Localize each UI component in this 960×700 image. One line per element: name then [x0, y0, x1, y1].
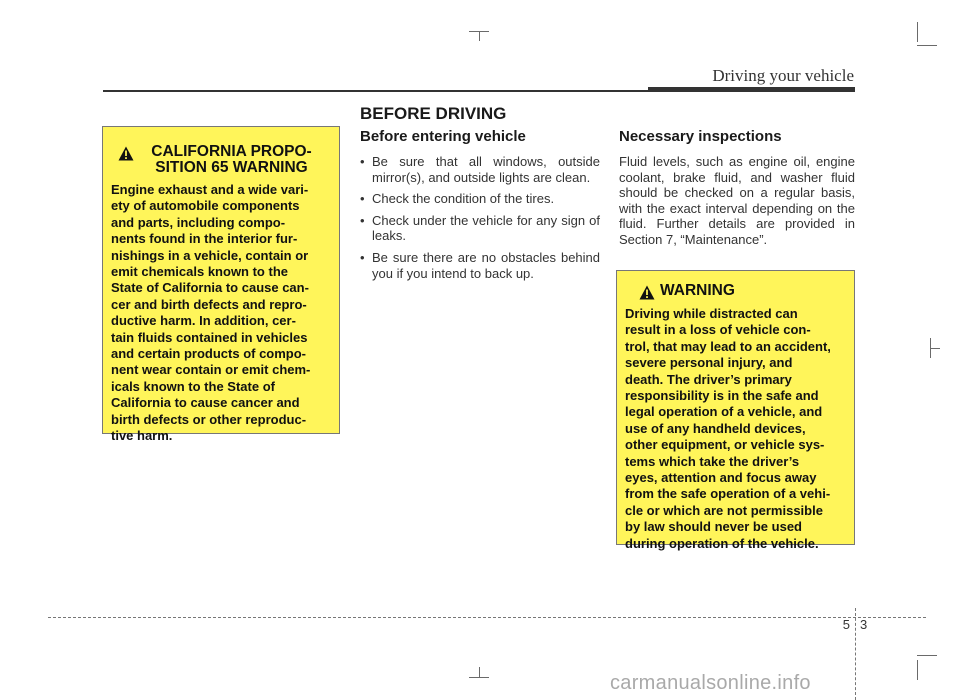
crop-mark: [917, 45, 937, 46]
footer-vertical-divider: [855, 608, 856, 700]
list-item: • Check the condition of the tires.: [360, 191, 600, 207]
warning-text: Driving while distracted can result in a loss of vehicle con- trol, that may lead to an accident, severe personal injury, and death. The driver’s primary responsibility is in the safe and legal operation of a vehicle, and use of any handheld devices, other equipment, or vehicle sys- tems which take the driver’s eyes, attention and focus away from the safe operation of a vehi- cle or which are not permissible by law should never be used during operation of the vehicle.: [625, 306, 831, 551]
california-warning-box: [102, 126, 340, 444]
list-item: • Be sure there are no obstacles behind you if you intend to back up.: [360, 250, 600, 281]
crop-mark: [917, 655, 937, 656]
california-warning-title: CALIFORNIA PROPO- SITION 65 WARNING: [151, 143, 312, 176]
before-entering-section: [360, 128, 600, 287]
warning-triangle-icon: [639, 285, 655, 300]
before-entering-list: [360, 154, 600, 281]
california-warning-text: Engine exhaust and a wide vari- ety of automobile components and parts, including compo- nents found in the interior fur- nishings in a vehicle, contain or emit chemicals known to the State of California to cause can- cer and birth defects and repro- ductive harm. In addition, cer- tain fluids contained in vehicles and certain products of compo- nent wear contain or emit chem- icals known to the State of California to cause cancer and birth defects or other reproduc- tive harm.: [111, 182, 311, 444]
crop-mark: [479, 31, 480, 41]
inspections-text: Fluid levels, such as engine oil, engine coolant, brake fluid, and washer fluid should be checked on a regular basis, with the exact interval depending on the fluid. Further details are provided in Section 7, “Maintenance”.: [619, 154, 855, 247]
watermark: carmanualsonline.info: [610, 672, 811, 694]
chapter-number: 5: [842, 617, 850, 632]
inspections-section: [619, 128, 855, 248]
header-rule-thick: [648, 87, 855, 92]
warning-header: [625, 283, 846, 300]
list-item: • Be sure that all windows, outside mirror(s), and outside lights are clean.: [360, 154, 600, 185]
crop-mark: [469, 677, 489, 678]
running-head: Driving your vehicle: [712, 66, 854, 85]
crop-mark: [479, 667, 480, 677]
crop-mark: [930, 348, 940, 349]
page-number: 3: [860, 617, 868, 632]
before-entering-heading: Before entering vehicle: [360, 128, 526, 145]
california-warning-header: [111, 144, 331, 176]
crop-mark: [917, 660, 918, 680]
header-rule: [103, 90, 648, 92]
warning-title: WARNING: [660, 282, 735, 299]
list-item: • Check under the vehicle for any sign of leaks.: [360, 213, 600, 244]
crop-mark: [917, 22, 918, 42]
warning-triangle-icon: [118, 146, 134, 161]
inspections-heading: Necessary inspections: [619, 128, 782, 145]
distracted-driving-warning-box: [616, 270, 855, 551]
section-title: BEFORE DRIVING: [360, 104, 507, 123]
footer-divider: [48, 617, 926, 618]
